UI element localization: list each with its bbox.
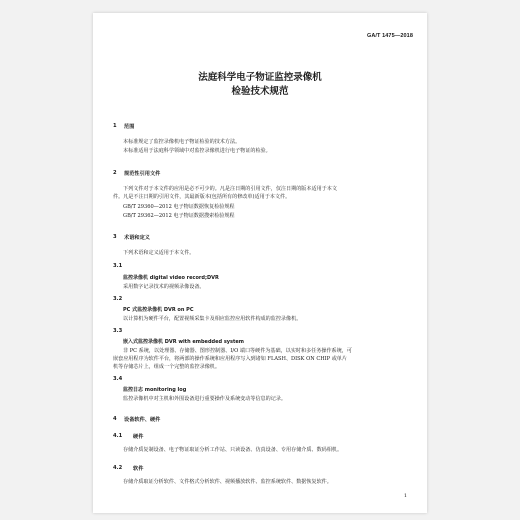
section-title: 设备软件、硬件 [124, 417, 161, 423]
clause-title: 硬件 [133, 434, 144, 440]
section-number: 3 [113, 234, 117, 240]
page-number: 1 [403, 493, 407, 499]
reference-item: GB/T 29362—2012 电子物证数据搜索检验规程 [123, 213, 235, 219]
term: 监控录像机 digital video record;DVR [123, 275, 219, 281]
clause-number: 3.4 [113, 376, 123, 382]
paragraph: 下列文件对于本文件的应用是必不可少的。凡是注日期的引用文件，仅注日期的版本适用于本文 [123, 186, 337, 192]
definition: 非 PC 系统，以处理器、存储器、图形控制器、I/O 端口等硬件为基础，以实时和多任务操作系统，可 [123, 348, 352, 354]
clause-number: 4.2 [113, 465, 123, 471]
reference-item: GB/T 29360—2012 电子物证数据恢复检验规程 [123, 204, 235, 210]
section-number: 2 [113, 170, 117, 176]
clause-number: 4.1 [113, 433, 123, 439]
definition: 监控录像机中对主机和外围设备进行重要操作及系统变动等信息的记录。 [123, 396, 287, 402]
paragraph: 本标准适用于法庭科学领域中对监控录像机进行电子物证的检验。 [123, 148, 271, 154]
definition: 以计算机为硬件平台，配置视频采集卡及相应监控应用软件构成的监控录像机。 [123, 316, 302, 322]
paragraph: 本标准规定了监控录像机电子物证检验的技术方法。 [123, 139, 241, 145]
document-page [93, 13, 427, 513]
paragraph: 下列术语和定义适用于本文件。 [123, 250, 195, 256]
section-title: 规范性引用文件 [124, 171, 161, 177]
paragraph: 件。凡是不注日期的引用文件，其最新版本(包括所有的修改单)适用于本文件。 [113, 194, 291, 200]
clause-number: 3.2 [113, 296, 123, 302]
section-title: 范围 [124, 124, 135, 130]
term: 嵌入式监控录像机 DVR with embedded system [123, 339, 245, 345]
term: 监控日志 monitoring log [123, 387, 187, 393]
definition: 嵌套应用程序为软件平台，将两部的操作系统和应用程序写入到诸如 FLASH、DISK ON CHIP 或单片 [113, 356, 347, 362]
paragraph: 存储介质取证分析软件、文件格式分析软件、视频播放软件、监控系统软件、数据恢复软件。 [123, 479, 332, 485]
section-number: 1 [113, 123, 117, 129]
document-title: 法庭科学电子物证监控录像机 [198, 72, 322, 83]
section-number: 4 [113, 416, 117, 422]
section-title: 术语和定义 [124, 235, 150, 241]
standard-number: GA/T 1475—2018 [366, 33, 413, 39]
paragraph: 存储介质复制设备、电子物证取证分析工作站、只读设备、仿真设备、专用存储介质、数码相机。 [123, 447, 343, 453]
term: PC 式监控录像机 DVR on PC [123, 307, 194, 313]
clause-number: 3.1 [113, 263, 123, 269]
clause-title: 软件 [133, 466, 144, 472]
document-subtitle: 检验技术规范 [231, 86, 289, 97]
definition: 机等存储芯片上，组成一个完整的监控录像机。 [113, 364, 220, 370]
clause-number: 3.3 [113, 328, 123, 334]
definition: 采用数字记录技术的视频录像设备。 [123, 284, 205, 290]
